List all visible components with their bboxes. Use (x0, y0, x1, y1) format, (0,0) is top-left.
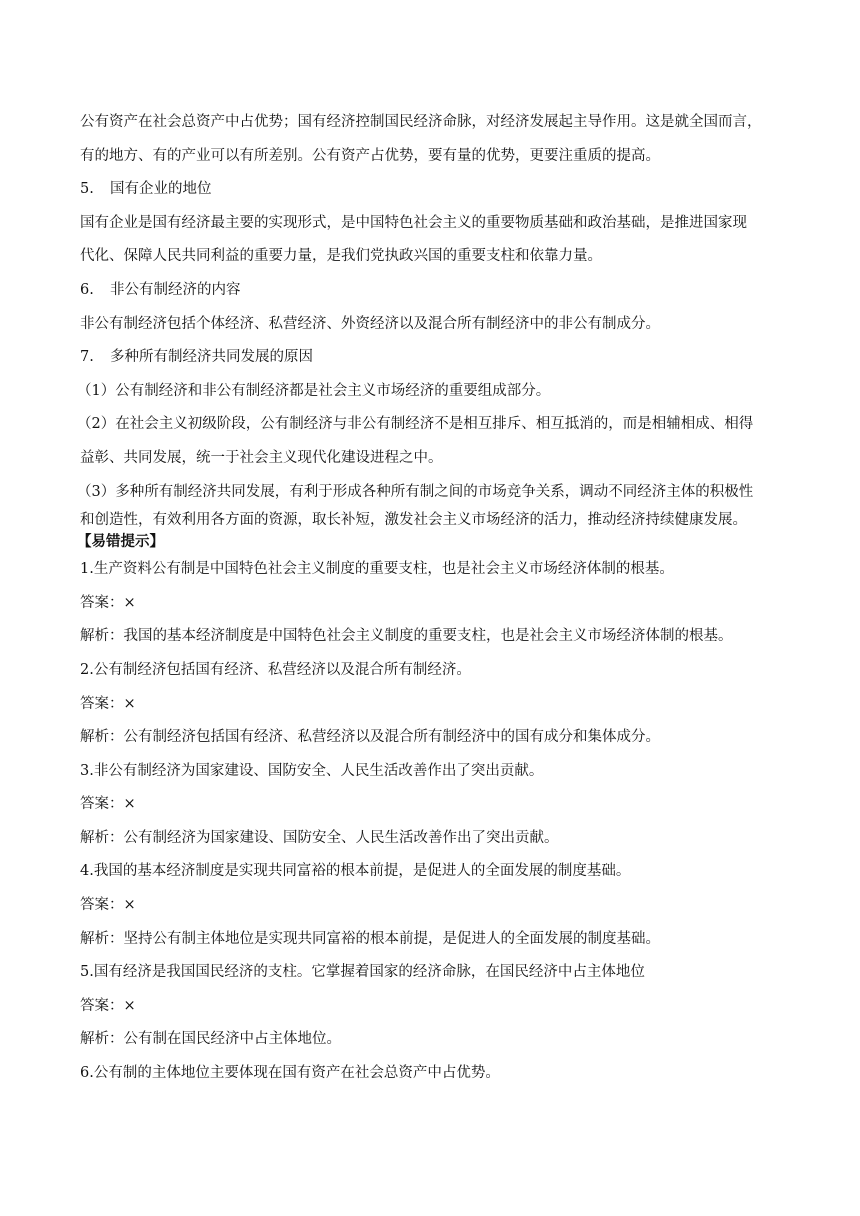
error-tips-heading: 【易错提示】 (77, 533, 164, 551)
tip-statement-4: 4.我国的基本经济制度是实现共同富裕的根本前提，是促进人的全面发展的制度基础。 (80, 863, 631, 880)
section-heading-6 (80, 274, 780, 308)
tip-answer-3: 答案：× (80, 796, 136, 813)
paragraph-line: 非公有制经济包括个体经济、私营经济、外资经济以及混合所有制经济中的非公有制成分。 (80, 315, 660, 332)
tip-analysis-2: 解析：公有制经济包括国有经济、私营经济以及混合所有制经济中的国有成分和集体成分。 (80, 729, 660, 746)
paragraph-line: 国有企业是国有经济最主要的实现形式，是中国特色社会主义的重要物质基础和政治基础，是推进国家现 (80, 214, 747, 231)
tip-analysis-4: 解析：坚持公有制主体地位是实现共同富裕的根本前提，是促进人的全面发展的制度基础。 (80, 930, 660, 947)
tip-answer-5: 答案：× (80, 997, 136, 1014)
section-title: 非公有制经济的内容 (110, 281, 241, 298)
section-number: 7. (80, 349, 94, 366)
reason-point-1: （1）公有制经济和非公有制经济都是社会主义市场经济的重要组成部分。 (77, 382, 551, 399)
document-body (77, 106, 780, 1091)
paragraph-line: 代化、保障人民共同利益的重要力量，是我们党执政兴国的重要支柱和依靠力量。 (80, 248, 602, 265)
reason-point-3-cont: 和创造性，有效利用各方面的资源，取长补短，激发社会主义市场经济的活力，推动经济持续健康发展。 (80, 512, 747, 529)
paragraph-line: 公有资产在社会总资产中占优势；国有经济控制国民经济命脉，对经济发展起主导作用。这是就全国而言， (80, 114, 762, 130)
tip-analysis-5: 解析：公有制在国民经济中占主体地位。 (80, 1031, 341, 1048)
tip-statement-2: 2.公有制经济包括国有经济、私营经济以及混合所有制经济。 (80, 661, 471, 678)
tip-analysis-1: 解析：我国的基本经济制度是中国特色社会主义制度的重要支柱，也是社会主义市场经济体制的根基。 (80, 628, 733, 645)
tip-answer-4: 答案：× (80, 897, 136, 914)
paragraph-line: 有的地方、有的产业可以有所差别。公有资产占优势，要有量的优势，更要注重质的提高。 (80, 147, 660, 164)
section-title: 多种所有制经济共同发展的原因 (110, 349, 313, 366)
tip-answer-1: 答案：× (80, 594, 136, 611)
reason-point-2-cont: 益彰、共同发展，统一于社会主义现代化建设进程之中。 (80, 449, 443, 466)
tip-statement-5: 5.国有经济是我国国民经济的支柱。它掌握着国家的经济命脉，在国民经济中占主体地位 (80, 964, 645, 981)
tip-statement-1: 1.生产资料公有制是中国特色社会主义制度的重要支柱，也是社会主义市场经济体制的根基。 (80, 561, 674, 578)
tip-statement-3: 3.非公有制经济为国家建设、国防安全、人民生活改善作出了突出贡献。 (80, 762, 544, 779)
section-heading-5 (80, 173, 780, 207)
section-number: 6. (80, 281, 94, 298)
reason-point-2: （2）在社会主义初级阶段，公有制经济与非公有制经济不是相互排斥、相互抵消的，而是相辅相成、相得 (77, 416, 754, 433)
tip-statement-6: 6.公有制的主体地位主要体现在国有资产在社会总资产中占优势。 (80, 1065, 500, 1082)
tip-answer-2: 答案：× (80, 695, 136, 712)
reason-point-3: （3）多种所有制经济共同发展，有利于形成各种所有制之间的市场竞争关系，调动不同经济主体的积极性 (77, 483, 754, 500)
section-number: 5. (80, 181, 94, 198)
tip-analysis-3: 解析：公有制经济为国家建设、国防安全、人民生活改善作出了突出贡献。 (80, 829, 559, 846)
section-heading-7 (80, 341, 780, 375)
section-title: 国有企业的地位 (110, 181, 212, 198)
